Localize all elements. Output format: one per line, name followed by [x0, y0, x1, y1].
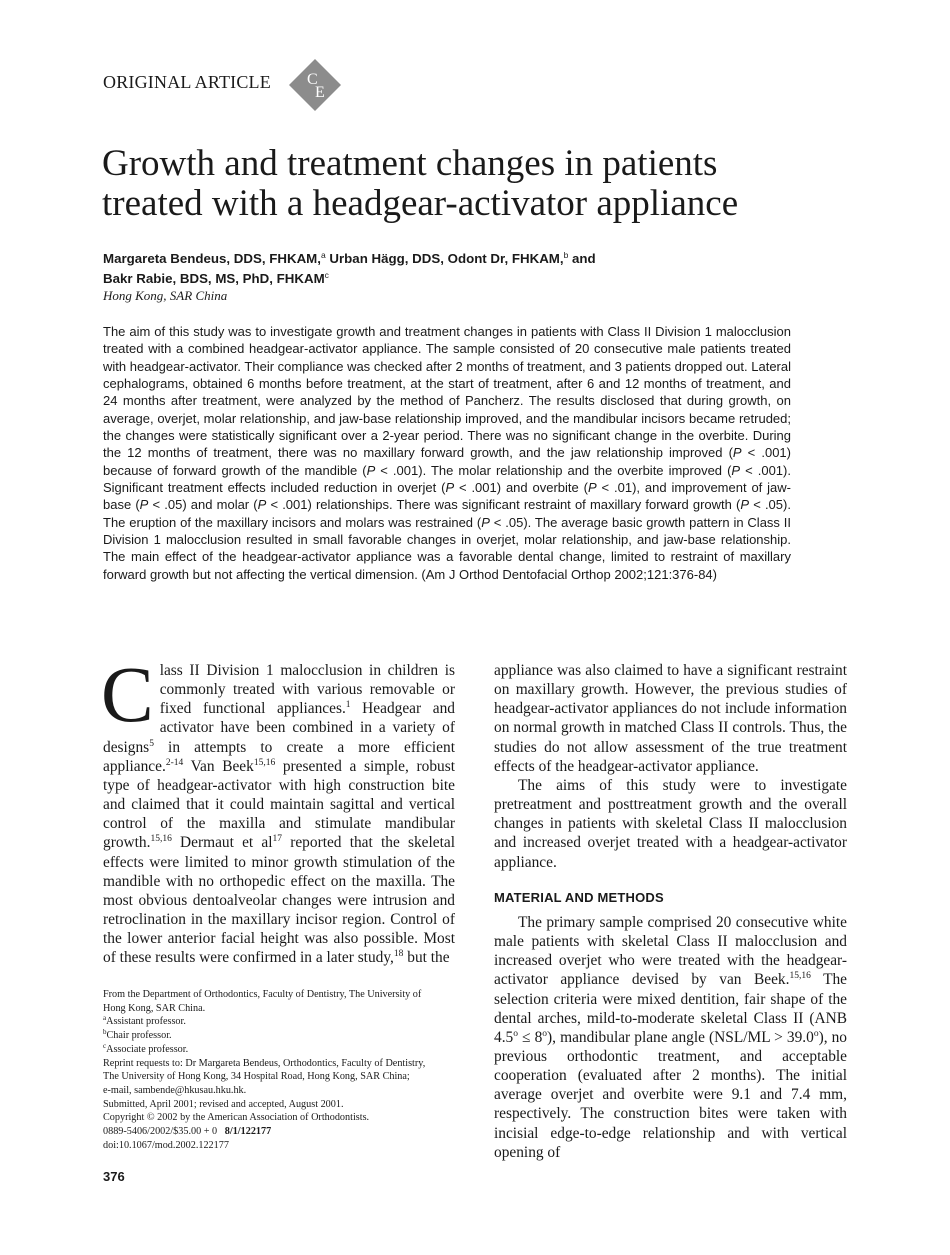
- reference-mark: 15,16: [789, 971, 811, 982]
- abstract-text: ) relationships. There was significant restraint of maxillary forward growth (: [307, 497, 741, 513]
- body-text: Van Beek: [183, 757, 254, 775]
- svg-text:E: E: [315, 84, 325, 101]
- abstract-text: ). The average basic growth pattern in Class II Division 1 malocclusion resulted in small favorable changes in overjet, molar relationship, and jaw-base relationship. The main effect of the headgear-activator appliance was a favorable dental change, limited to restraint of maxillary forward growth but not affecting the vertical dimension. (Am J Orthod Dentofacial Orthop 2002;121:376-84): [103, 514, 792, 582]
- intro-paragraph: [101, 652, 455, 968]
- body-text: The selection criteria were mixed dentition, fair shape of the dental arches, mild-to-moderate skeletal Class II (ANB 4.5: [494, 971, 848, 1046]
- reference-mark: 18: [393, 949, 404, 960]
- footnote-text: Associate professor.: [106, 1043, 189, 1055]
- p-value: < .05: [489, 514, 524, 530]
- footnote-line: [103, 1125, 463, 1139]
- reference-mark: 2-14: [165, 757, 184, 768]
- author-2: Urban Hägg, DDS, Odont Dr, FHKAM,: [325, 251, 564, 266]
- abstract-text: The aim of this study was to investigate growth and treatment changes in patients with Class II Division 1 malocclusion treated with a combined headgear-activator appliance. The sample consisted of 20 consecutive male patients treated with headgear-activator. Their compliance was checked after 2 months of treatment, and 3 patients dropped out. Lateral cephalograms, obtained 6 months before treatment, at the start of treatment, after 6 and 12 months of treatment, and 24 months after treatment, were analyzed by the method of Pancherz. The results disclosed that during growth, on average, overjet, molar relationship, and jaw-base relationship improved, and the mandibular incisors became retruded; the changes were statistically significant over a 2-year period. There was no significant change in the overbite. During the 12 months of treatment, there was no maxillary forward growth, and the jaw relationship improved (: [103, 324, 791, 461]
- ce-diamond-logo-icon: [288, 58, 342, 112]
- degree-mark: o: [513, 1028, 518, 1039]
- p-value: < .001: [740, 462, 784, 478]
- affiliation: Hong Kong, SAR China: [103, 288, 228, 303]
- aims-paragraph: The aims of this study were to investigate pretreatment and posttreatment growth and the overall changes in patients with skeletal Class II malocclusion and increased overjet treated with a headgear-activator appliance.: [494, 776, 847, 871]
- body-text: in attempts to create a more efficient appliance.: [103, 738, 455, 775]
- drop-cap: C: [101, 652, 154, 739]
- issn: 0889-5406/2002/$35.00 + 0: [103, 1126, 218, 1138]
- footnote-email: e-mail, sambende@hkusau.hku.hk.: [103, 1084, 247, 1096]
- p-symbol: P: [587, 480, 597, 496]
- body-text: presented a simple, robust type of headgear-activator with high construction bite and claimed that it could maintain sagittal and vertical control of the maxilla and stimulate mandibular growth.: [103, 757, 455, 852]
- body-text: lass II Division 1 malocclusion in children is commonly treated with various removable or fixed functional appliances.: [159, 662, 455, 718]
- abstract-text: ) because of forward growth of the mandible (: [103, 445, 792, 478]
- section-label: ORIGINAL ARTICLE: [103, 72, 271, 92]
- footnote-line: Reprint requests to: Dr Margareta Bendeus, Orthodontics, Faculty of Dentistry,: [103, 1057, 426, 1069]
- abstract-text: ) and molar (: [182, 497, 258, 513]
- p-symbol: P: [732, 445, 742, 461]
- doi: doi:10.1067/mod.2002.122177: [103, 1139, 229, 1151]
- abstract-text: ). Significant treatment effects included reduction in overjet (: [103, 462, 791, 496]
- footnote-line: [103, 1029, 463, 1043]
- body-text: The primary sample comprised 20 consecutive white male patients with skeletal Class II malocclusion and increased overjet who were treated with the headgear-activator appliance devised by van Beek.: [494, 913, 847, 989]
- body-text: ≤ 8: [518, 1028, 543, 1046]
- title-line-2: treated with a headgear-activator appliance: [102, 183, 739, 224]
- author-1-mark: a: [320, 250, 326, 260]
- p-value: < .05: [148, 497, 183, 513]
- p-symbol: P: [139, 497, 149, 513]
- p-value: < .01: [596, 480, 633, 496]
- footnote-line: The University of Hong Kong, 34 Hospital Road, Hong Kong, SAR China;: [103, 1071, 410, 1083]
- footnote-mark: c: [103, 1041, 107, 1050]
- p-symbol: P: [366, 462, 376, 478]
- degree-mark: o: [542, 1028, 548, 1039]
- footnote-line: [103, 1015, 463, 1029]
- body-column-left: [101, 652, 455, 968]
- author-conjunction: and: [568, 251, 596, 266]
- body-paragraph: appliance was also claimed to have a significant restraint on maxillary growth. However, the previous studies of headgear-activator appliances do not include information on normal growth in matched Class II controls. Thus, the studies do not allow assessment of the true treatment effects of the headgear-activator appliance.: [494, 662, 847, 775]
- footnote-text: Chair professor.: [106, 1030, 172, 1042]
- abstract-text: ). The molar relationship and the overbite improved (: [418, 462, 732, 478]
- p-symbol: P: [740, 497, 750, 513]
- author-list: [103, 249, 863, 289]
- footnote-line: From the Department of Orthodontics, Faculty of Dentistry, The University of: [103, 989, 422, 1000]
- body-text: ), no previous orthodontic treatment, and acceptable cooperation (evaluated after 2 months). The initial average overjet and overbite were 9.1 and 7.4 mm, respectively. The construction bites were taken with incisial edge-to-edge relationship and with vertical opening of: [494, 1028, 847, 1161]
- body-text: Headgear and activator have been combined in a variety of designs: [103, 700, 455, 756]
- footnote-line: Hong Kong, SAR China.: [103, 1002, 206, 1014]
- footnote-text: Assistant professor.: [106, 1016, 186, 1028]
- abstract-text: ) and overbite (: [496, 480, 588, 496]
- p-value: < .001: [375, 462, 419, 478]
- page-number: 376: [103, 1169, 125, 1184]
- p-symbol: P: [731, 462, 741, 478]
- p-value: < .001: [454, 480, 497, 496]
- article-title: [102, 144, 862, 224]
- footnote-line: Copyright © 2002 by the American Association of Orthodontists.: [103, 1112, 370, 1124]
- author-1: Margareta Bendeus, DDS, FHKAM,: [103, 251, 321, 266]
- author-3: Bakr Rabie, BDS, MS, PhD, FHKAM: [103, 271, 325, 286]
- footnote-mark: b: [103, 1028, 107, 1037]
- author-2-mark: b: [563, 250, 569, 260]
- reference-mark: 15,16: [150, 834, 172, 845]
- p-value: < .05: [749, 497, 784, 513]
- body-text: but the: [403, 949, 450, 967]
- abstract-text: ), and improvement of jaw-base (: [103, 480, 791, 513]
- abstract-text: ). The eruption of the maxillary incisors and molars was restrained (: [103, 497, 791, 530]
- body-text: Dermaut et al: [171, 834, 273, 852]
- svg-text:C: C: [307, 71, 318, 88]
- methods-paragraph: [494, 913, 847, 1162]
- p-symbol: P: [257, 497, 267, 513]
- title-line-1: Growth and treatment changes in patients: [102, 143, 718, 184]
- abstract: [103, 323, 791, 583]
- footnote-line: Submitted, April 2001; revised and accepted, August 2001.: [103, 1098, 344, 1110]
- author-3-mark: c: [324, 270, 329, 280]
- body-text: ), mandibular plane angle (NSL/ML > 39.0: [547, 1028, 814, 1046]
- p-symbol: P: [445, 480, 455, 496]
- p-value: < .001: [266, 497, 308, 513]
- footnotes: [103, 988, 463, 1152]
- issn-code: 8/1/122177: [224, 1126, 272, 1138]
- p-symbol: P: [481, 514, 490, 530]
- reference-mark: 17: [272, 834, 283, 845]
- body-text: reported that the skeletal effects were limited to minor growth stimulation of the mandible with no orthopedic effect on the maxilla. The most obvious dentoalveolar changes were intrusion and retroclination in the maxillary incisor region. Control of the lower anterior facial height was also possible. Most of these results were confirmed in a later study,: [103, 834, 455, 967]
- footnote-mark: a: [103, 1014, 107, 1023]
- p-value: < .001: [741, 445, 787, 461]
- body-column-right: [494, 661, 847, 1162]
- reference-mark: 5: [149, 738, 154, 749]
- degree-mark: o: [813, 1028, 819, 1039]
- reference-mark: 15,16: [253, 757, 276, 768]
- reference-mark: 1: [345, 700, 351, 711]
- section-heading: MATERIAL AND METHODS: [494, 889, 664, 905]
- footnote-line: [103, 1043, 463, 1057]
